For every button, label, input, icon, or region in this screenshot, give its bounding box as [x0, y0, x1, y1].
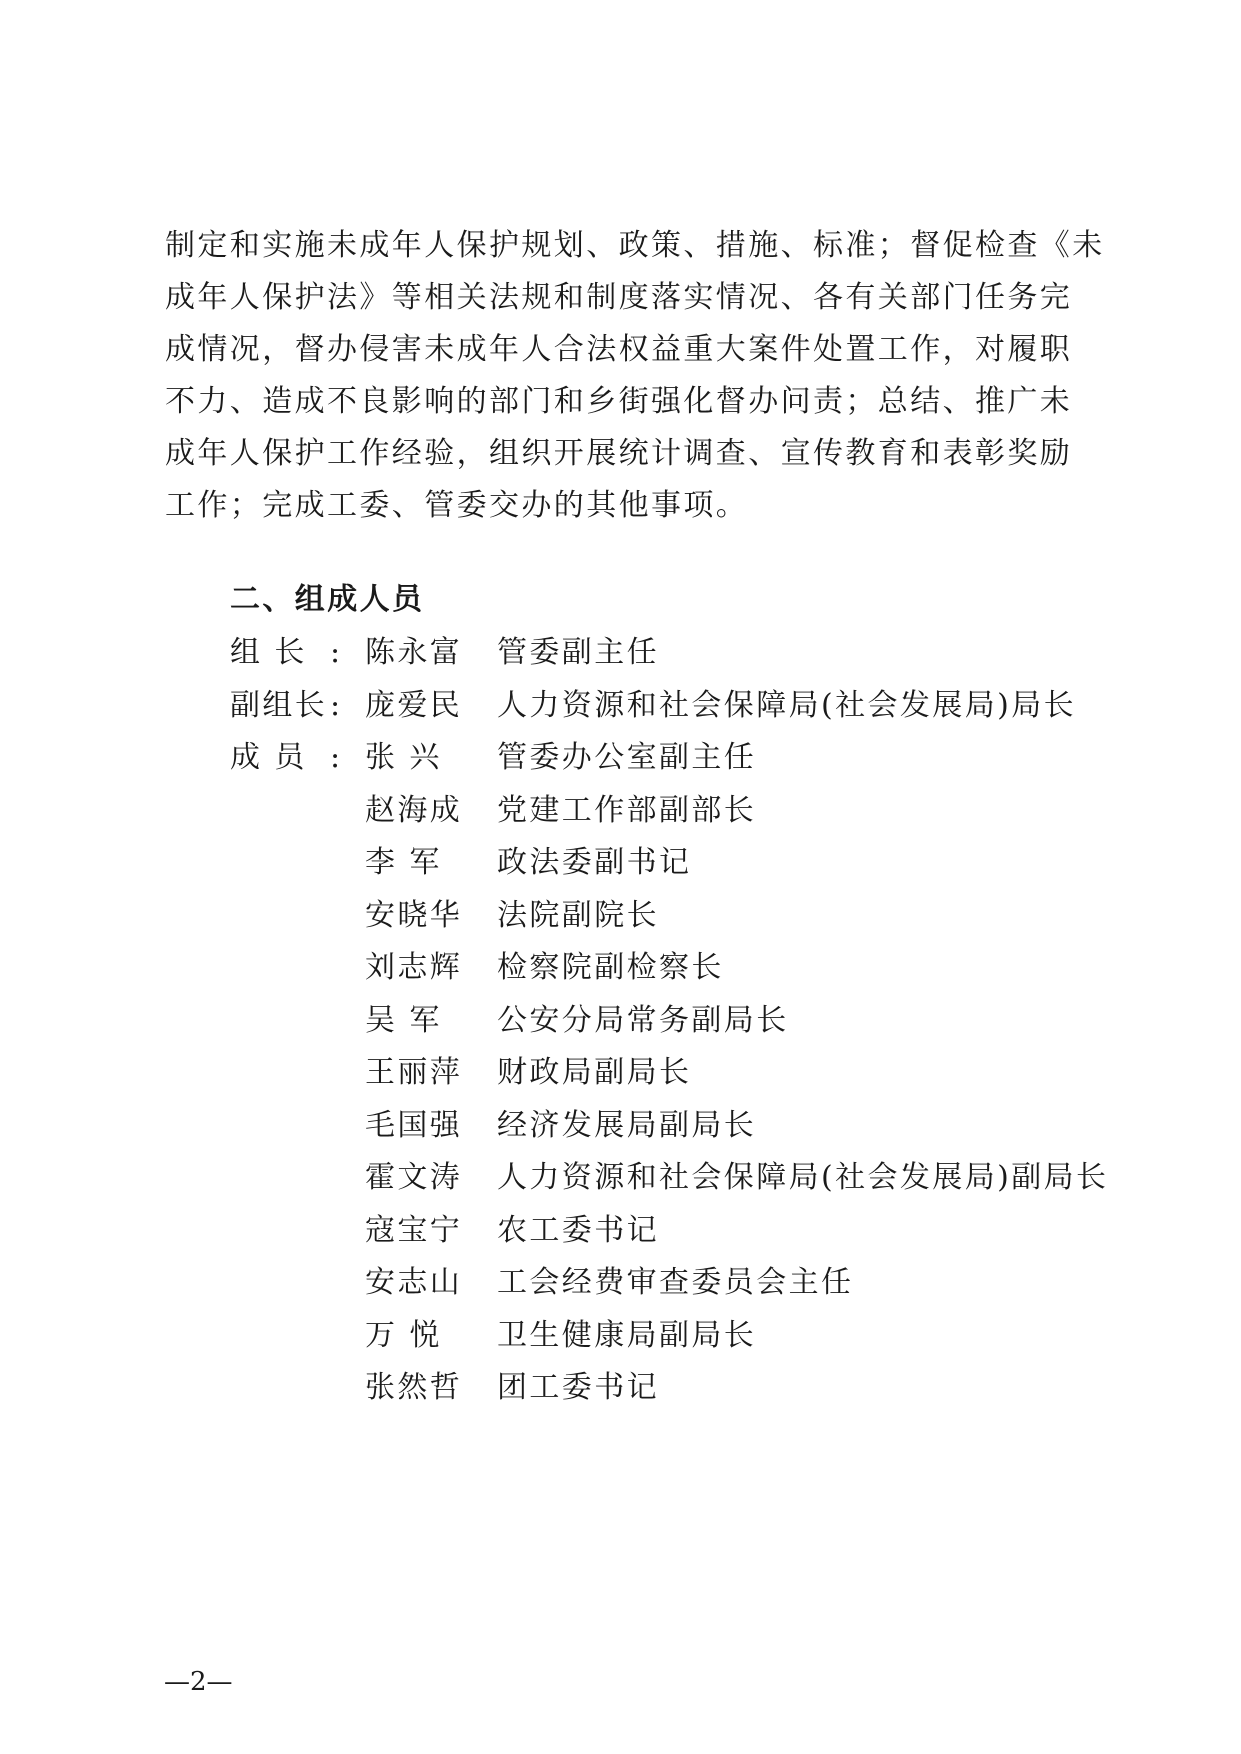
- member-name: 赵海成: [365, 793, 463, 828]
- page-number: —2—: [164, 1667, 233, 1697]
- paragraph-line: 成年人保护工作经验，组织开展统计调查、宣传教育和表彰奖励: [165, 436, 1073, 471]
- member-title: 工会经费审查委员会主任: [497, 1265, 854, 1300]
- member-role: 成 员: [230, 740, 307, 775]
- member-name: 张然哲: [365, 1370, 463, 1405]
- member-title: 管委办公室副主任: [497, 740, 757, 775]
- member-name: 霍文涛: [365, 1160, 463, 1195]
- member-title: 财政局副局长: [497, 1055, 692, 1090]
- member-role: 组 长: [230, 635, 307, 670]
- section-heading: 二、组成人员: [230, 582, 425, 617]
- member-name: 吴 军: [365, 1003, 442, 1038]
- paragraph-line: 不力、造成不良影响的部门和乡街强化督办问责；总结、推广未: [165, 384, 1073, 419]
- member-title: 法院副院长: [497, 898, 659, 933]
- member-title: 农工委书记: [497, 1213, 659, 1248]
- member-title: 卫生健康局副局长: [497, 1318, 757, 1353]
- member-name: 刘志辉: [365, 950, 463, 985]
- member-name: 安晓华: [365, 898, 463, 933]
- member-title: 检察院副检察长: [497, 950, 724, 985]
- member-title: 公安分局常务副局长: [497, 1003, 789, 1038]
- member-role-colon: :: [330, 740, 343, 775]
- member-role: 副组长: [230, 688, 328, 723]
- member-name: 安志山: [365, 1265, 463, 1300]
- member-name: 陈永富: [365, 635, 463, 670]
- paragraph-line: 成年人保护法》等相关法规和制度落实情况、各有关部门任务完: [165, 280, 1073, 315]
- member-title: 党建工作部副部长: [497, 793, 757, 828]
- member-name: 寇宝宁: [365, 1213, 463, 1248]
- paragraph-line: 制定和实施未成年人保护规划、政策、措施、标准；督促检查《未: [165, 228, 1105, 263]
- member-title: 人力资源和社会保障局(社会发展局)局长: [497, 688, 1077, 723]
- member-title: 政法委副书记: [497, 845, 692, 880]
- member-name: 毛国强: [365, 1108, 463, 1143]
- member-name: 张 兴: [365, 740, 442, 775]
- member-title: 经济发展局副局长: [497, 1108, 757, 1143]
- member-title: 管委副主任: [497, 635, 659, 670]
- member-title: 团工委书记: [497, 1370, 659, 1405]
- member-role-colon: :: [330, 688, 343, 723]
- member-role-colon: :: [330, 635, 343, 670]
- paragraph-line: 成情况，督办侵害未成年人合法权益重大案件处置工作，对履职: [165, 332, 1073, 367]
- member-name: 李 军: [365, 845, 442, 880]
- member-name: 庞爱民: [365, 688, 463, 723]
- member-name: 王丽萍: [365, 1055, 463, 1090]
- member-name: 万 悦: [365, 1318, 442, 1353]
- paragraph-line: 工作；完成工委、管委交办的其他事项。: [165, 488, 749, 523]
- member-title: 人力资源和社会保障局(社会发展局)副局长: [497, 1160, 1109, 1195]
